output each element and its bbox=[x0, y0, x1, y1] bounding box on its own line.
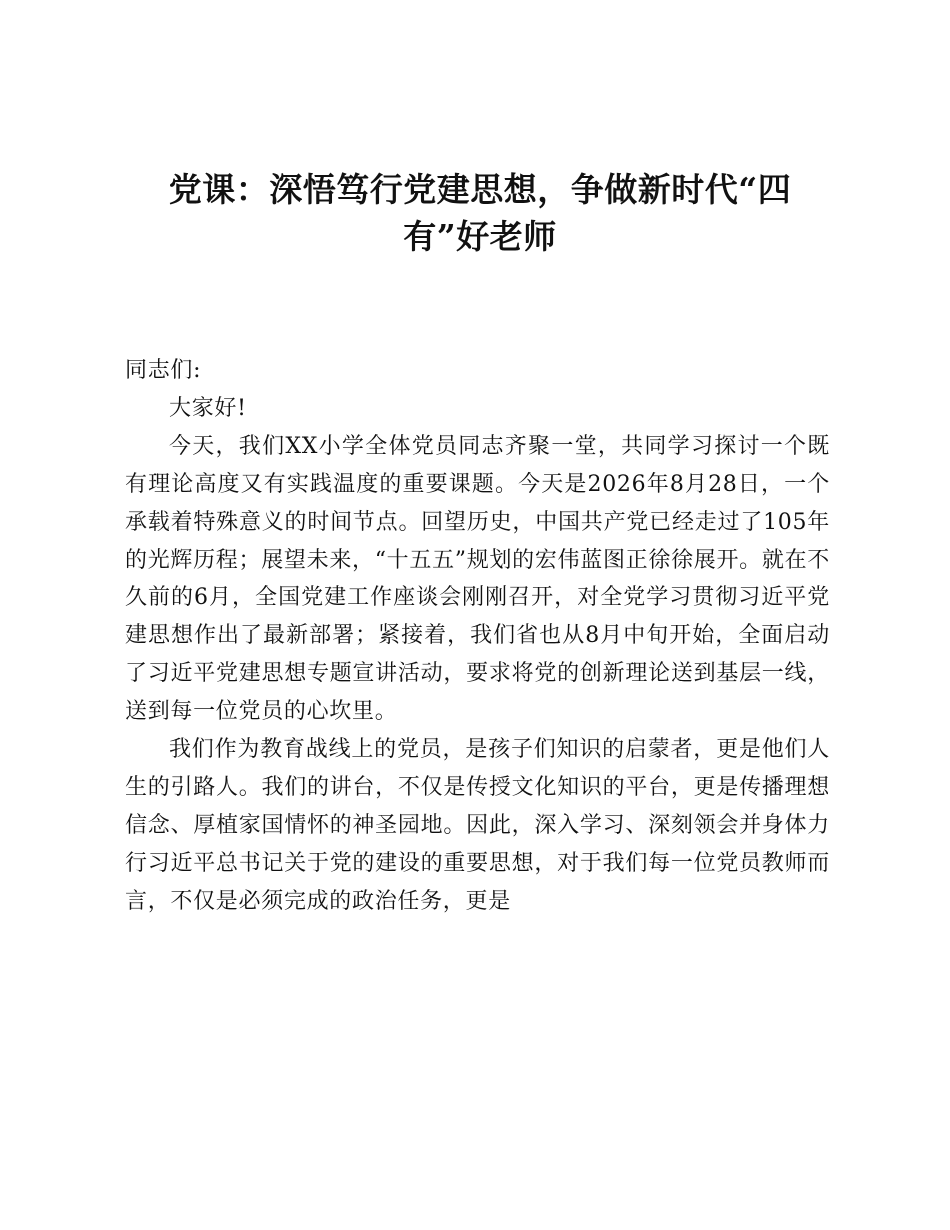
body-paragraph: 我们作为教育战线上的党员，是孩子们知识的启蒙者，更是他们人生的引路人。我们的讲台，不仅是传授文化知识的平台，更是传播理想信念、厚植家国情怀的神圣园地。因此，深入学习、深刻领会并身体力行习近平总书记关于党的建设的重要思想，对于我们每一位党员教师而言，不仅是必须完成的政治任务，更是 bbox=[125, 737, 830, 914]
document-body bbox=[125, 352, 830, 921]
salutation-line: 同志们: bbox=[125, 358, 202, 383]
body-paragraph: 今天，我们XX小学全体党员同志齐聚一堂，共同学习探讨一个既有理论高度又有实践温度的重要课题。今天是2026年8月28日，一个承载着特殊意义的时间节点。回望历史，中国共产党已经走过了105年的光辉历程；展望未来，“十五五”规划的宏伟蓝图正徐徐展开。就在不久前的6月，全国党建工作座谈会刚刚召开，对全党学习贯彻习近平党建思想作出了最新部署；紧接着，我们省也从8月中旬开始，全面启动了习近平党建思想专题宣讲活动，要求将党的创新理论送到基层一线，送到每一位党员的心坎里。 bbox=[125, 433, 830, 725]
document-title: 党课：深悟笃行党建思想，争做新时代“四有”好老师 bbox=[168, 170, 792, 256]
greeting-line: 大家好! bbox=[169, 395, 247, 421]
